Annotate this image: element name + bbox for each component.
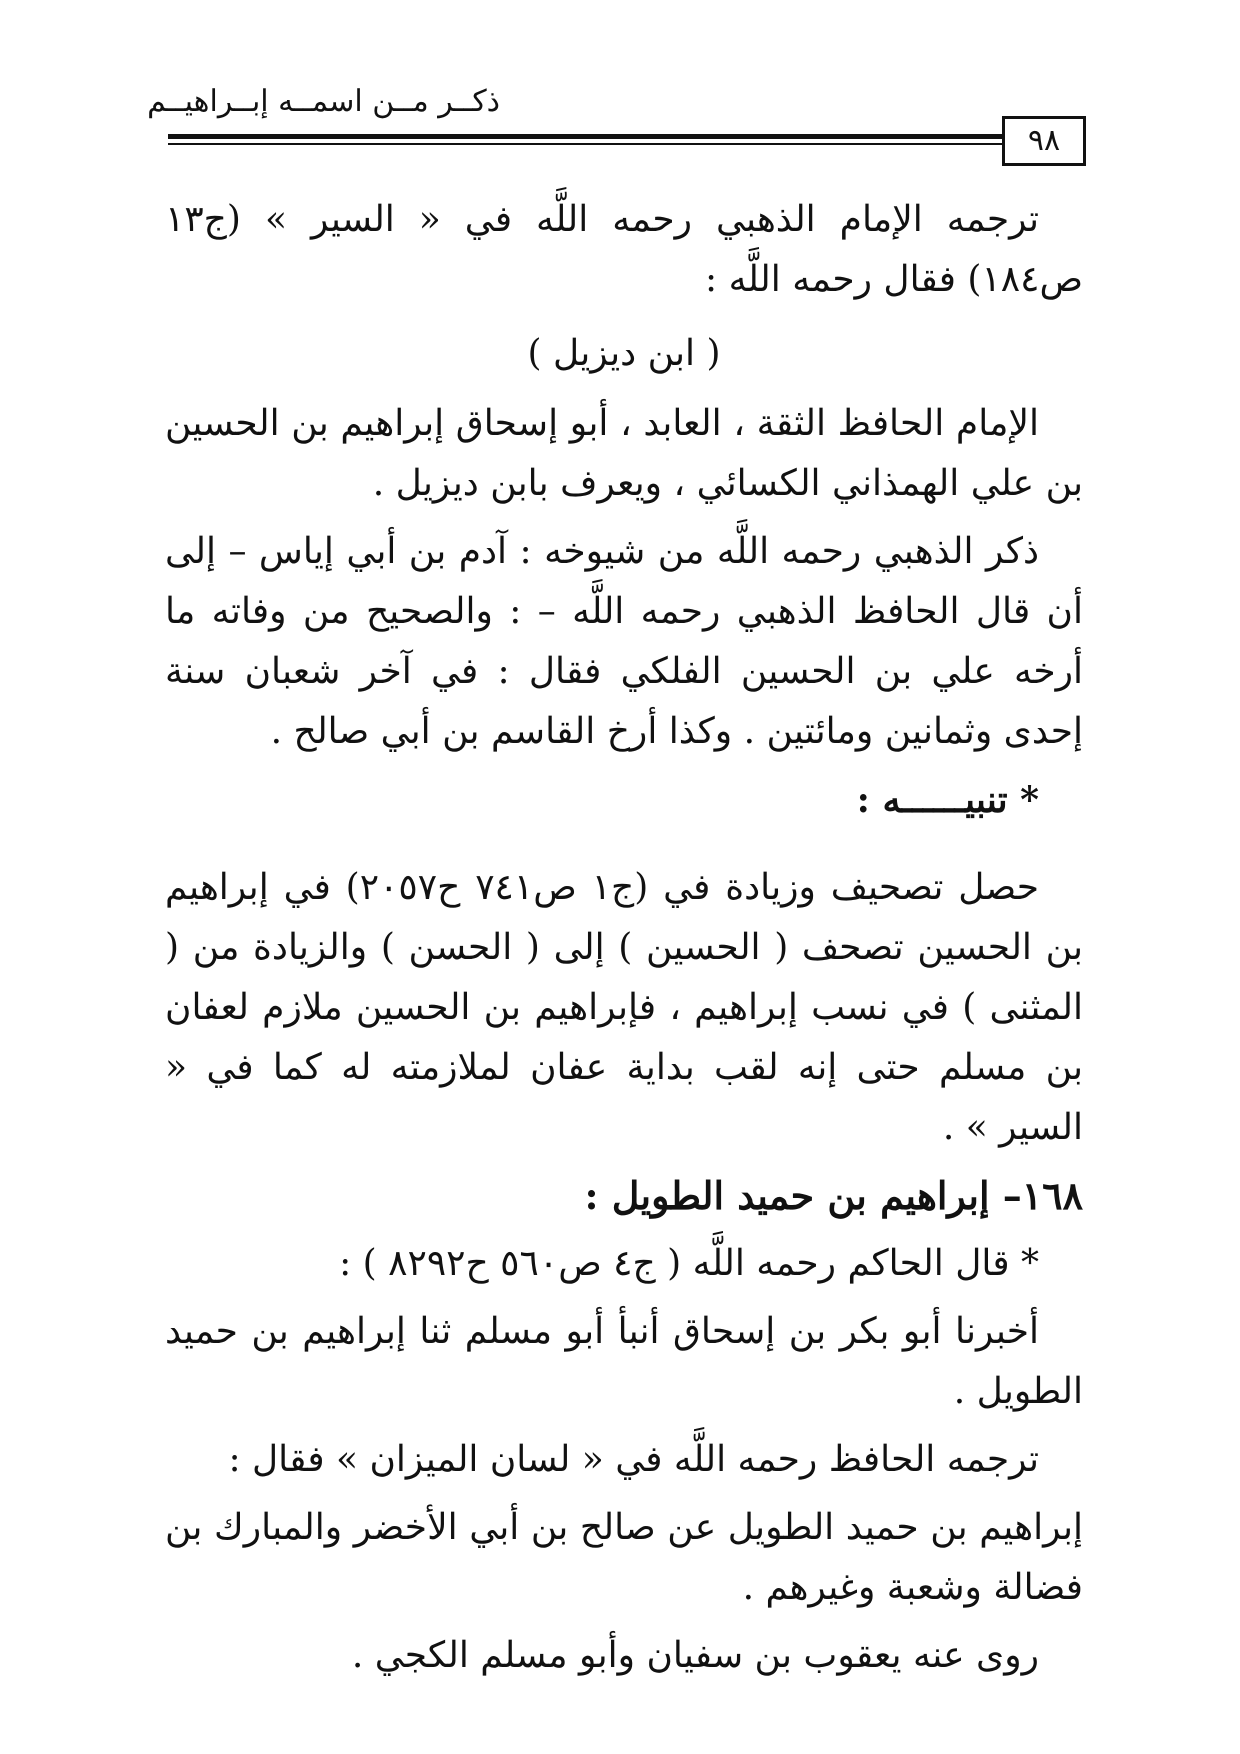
page-number-box: ٩٨	[1002, 116, 1086, 166]
header-rule-thick	[168, 134, 1060, 139]
body-text	[165, 190, 1083, 1694]
section-subtitle: ( ابن ديزيل )	[527, 333, 721, 374]
paragraph-narrators: روى عنه يعقوب بن سفيان وأبو مسلم الكجي .	[351, 1635, 1039, 1676]
paragraph-lisan-intro: ترجمه الحافظ رحمه اللَّه في « لسان الميزان » فقال :	[228, 1439, 1039, 1480]
paragraph-biography-intro: ترجمه الإمام الذهبي رحمه اللَّه في « السير » (ج١٣ ص١٨٤) فقال رحمه اللَّه :	[165, 199, 1083, 300]
notice-heading: * تنبيــــــه :	[856, 779, 1039, 821]
paragraph-entry-biography: إبراهيم بن حميد الطويل عن صالح بن أبي الأخضر والمبارك بن فضالة وشعبة وغيرهم .	[165, 1507, 1083, 1608]
paragraph-teachers-death: ذكر الذهبي رحمه اللَّه من شيوخه : آدم بن أبي إياس – إلى أن قال الحافظ الذهبي رحمه اللَّه – : والصحيح من وفاته ما أرخه علي بن الحسين الفلكي فقال : في آخر شعبان سنة إحدى وثمانين ومائتين . وكذا أرخ القاسم بن أبي صالح .	[165, 531, 1083, 752]
header-rule-thin	[168, 143, 1060, 145]
entry-heading: ١٦٨– إبراهيم بن حميد الطويل :	[584, 1173, 1083, 1218]
paragraph-isnad: أخبرنا أبو بكر بن إسحاق أنبأ أبو مسلم ثنا إبراهيم بن حميد الطويل .	[165, 1311, 1083, 1412]
running-title: ذكــر مــن اسمــه إبــراهيــم	[147, 84, 500, 119]
paragraph-notice: حصل تصحيف وزيادة في (ج١ ص٧٤١ ح٢٠٥٧) في إبراهيم بن الحسين تصحف ( الحسين ) إلى ( الحسن ) والزيادة من ( المثنى ) في نسب إبراهيم ، فإبراهيم بن الحسين ملازم لعفان بن مسلم حتى إنه لقب بداية عفان لملازمته له كما في « السير » .	[165, 867, 1083, 1148]
paragraph-hakim-quote: * قال الحاكم رحمه اللَّه ( ج٤ ص٥٦٠ ح٨٢٩٢ ) :	[339, 1243, 1039, 1284]
paragraph-biography: الإمام الحافظ الثقة ، العابد ، أبو إسحاق إبراهيم بن الحسين بن علي الهمذاني الكسائي ، ويعرف بابن ديزيل .	[165, 403, 1083, 504]
